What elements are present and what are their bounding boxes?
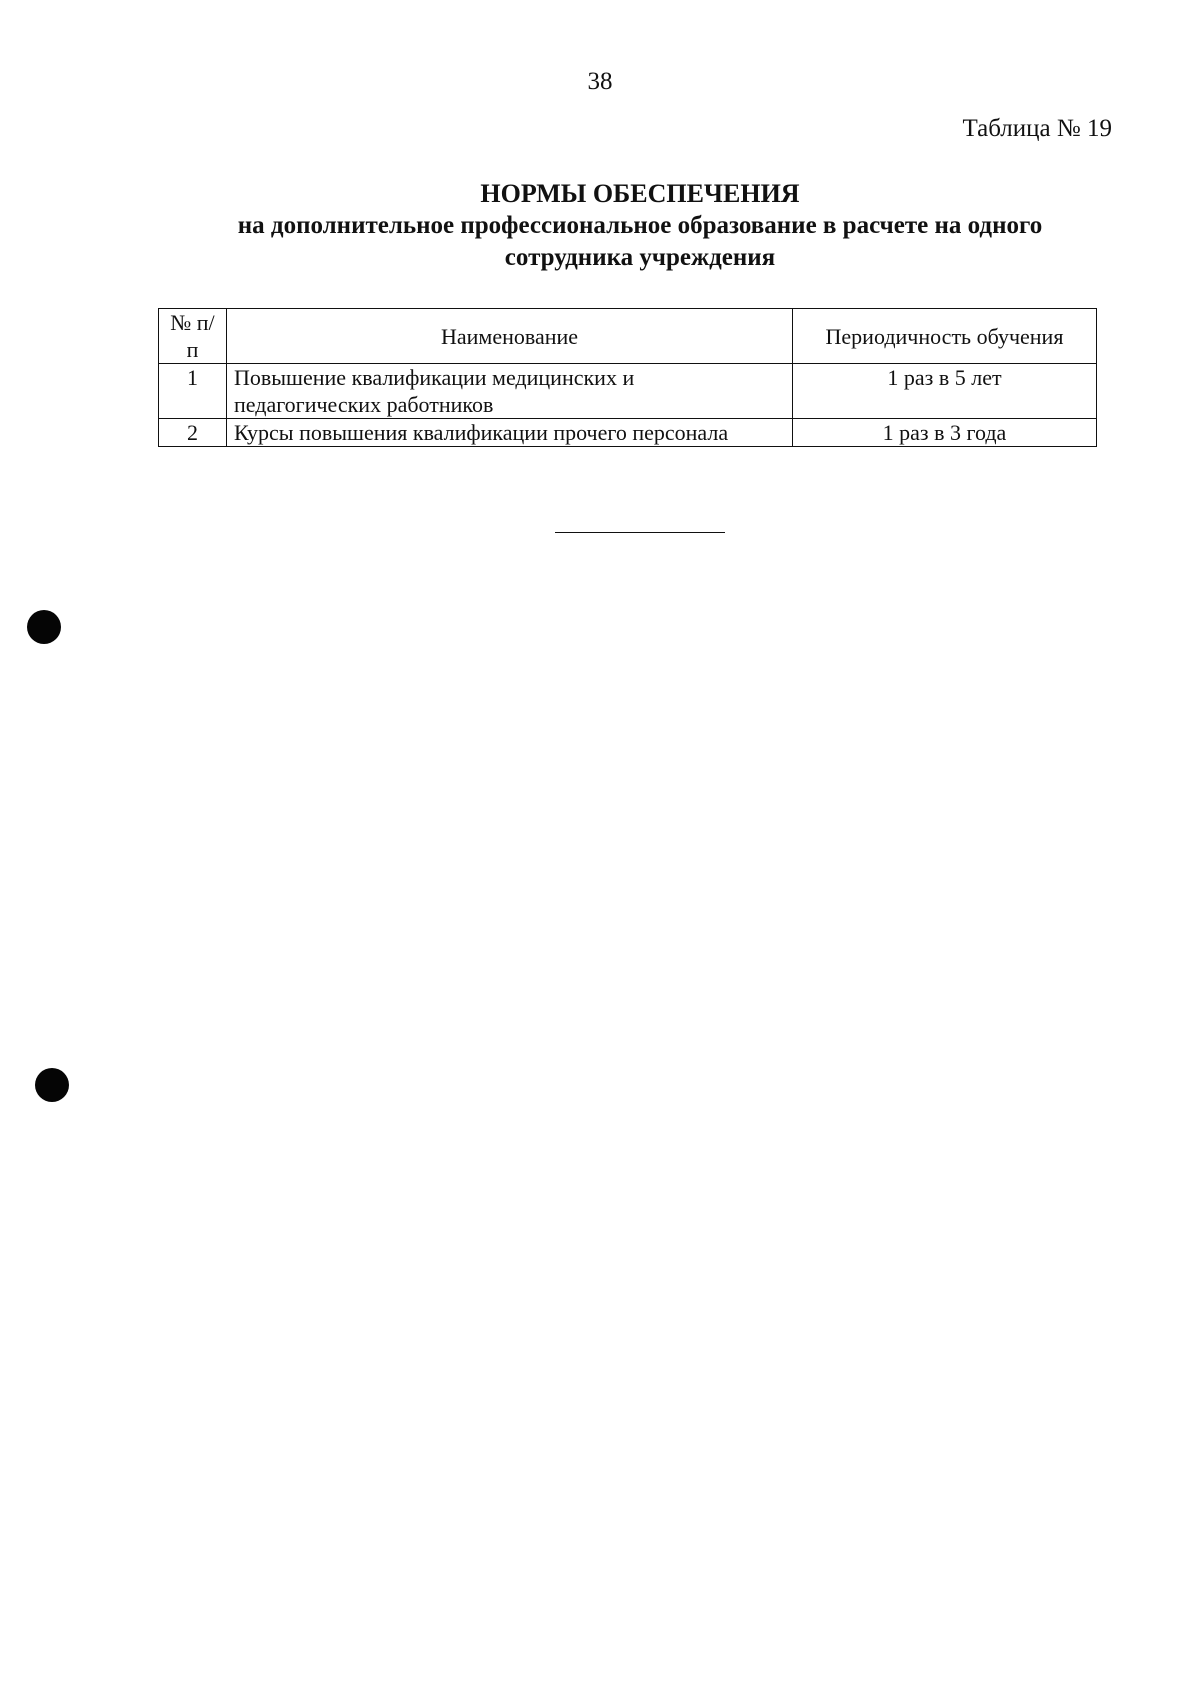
title-main: НОРМЫ ОБЕСПЕЧЕНИЯ <box>480 179 800 208</box>
header-name: Наименование <box>227 309 793 364</box>
header-period: Периодичность обучения <box>793 309 1097 364</box>
row-num: 1 <box>159 364 227 419</box>
punch-hole-mark <box>27 610 61 644</box>
table-row <box>159 364 1097 419</box>
row-period: 1 раз в 3 года <box>793 419 1097 447</box>
header-num: № п/п <box>159 309 227 364</box>
table-caption: Таблица № 19 <box>962 115 1112 142</box>
page-number: 38 <box>587 68 613 95</box>
end-of-table-rule <box>555 532 725 533</box>
row-num: 2 <box>159 419 227 447</box>
row-name: Повышение квалификации медицинских и педагогических работников <box>227 364 793 419</box>
title-subtitle-line-1: на дополнительное профессиональное образование в расчете на одного <box>237 212 1043 239</box>
punch-hole-mark <box>35 1068 69 1102</box>
norms-table <box>158 308 1097 447</box>
row-period: 1 раз в 5 лет <box>793 364 1097 419</box>
table-header-row <box>159 309 1097 364</box>
row-name: Курсы повышения квалификации прочего персонала <box>227 419 793 447</box>
table-row <box>159 419 1097 447</box>
document-title <box>110 178 1170 274</box>
title-subtitle-line-2: сотрудника учреждения <box>504 244 776 271</box>
